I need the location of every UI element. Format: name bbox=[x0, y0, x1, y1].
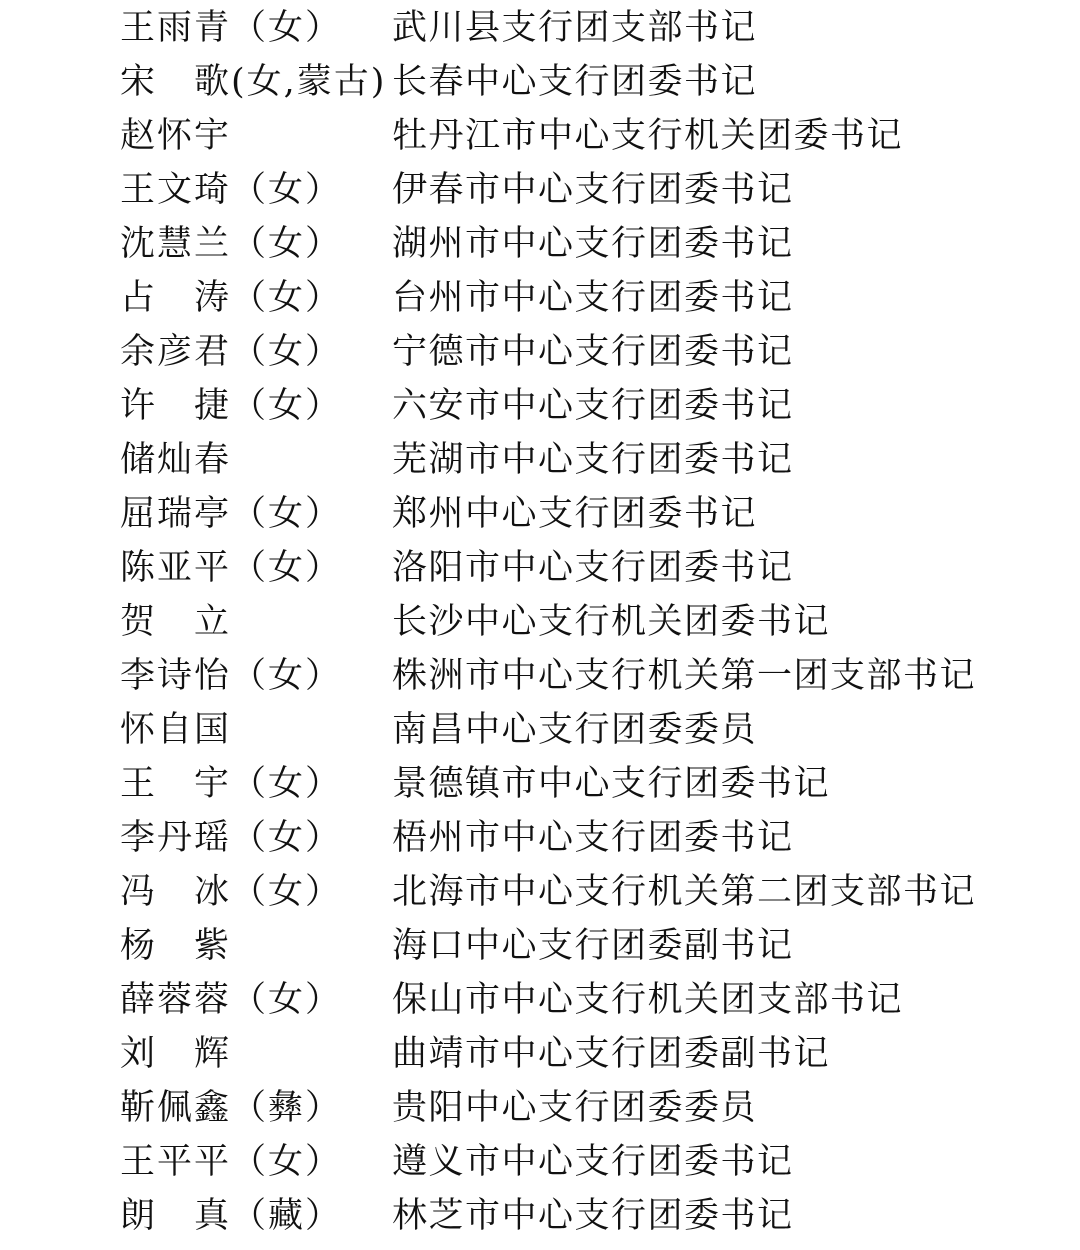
person-position: 芜湖市中心支行团委书记 bbox=[392, 440, 794, 480]
person-name: 陈亚平（女） bbox=[120, 548, 343, 588]
person-name: 余彦君（女） bbox=[120, 332, 343, 372]
person-position: 保山市中心支行机关团支部书记 bbox=[392, 980, 904, 1020]
person-position: 海口中心支行团委副书记 bbox=[392, 926, 794, 966]
person-name: 怀自国 bbox=[120, 710, 232, 750]
list-row bbox=[0, 162, 1080, 216]
list-row bbox=[0, 1134, 1080, 1188]
list-row bbox=[0, 648, 1080, 702]
person-position: 遵义市中心支行团委书记 bbox=[392, 1142, 794, 1182]
list-row bbox=[0, 1080, 1080, 1134]
person-position: 牡丹江市中心支行机关团委书记 bbox=[392, 116, 904, 156]
person-position: 长沙中心支行机关团委书记 bbox=[392, 602, 831, 642]
person-position: 景德镇市中心支行团委书记 bbox=[392, 764, 831, 804]
person-position: 梧州市中心支行团委书记 bbox=[392, 818, 794, 858]
person-position: 林芝市中心支行团委书记 bbox=[392, 1196, 794, 1236]
list-row bbox=[0, 216, 1080, 270]
list-row bbox=[0, 702, 1080, 756]
person-name: 储灿春 bbox=[120, 440, 232, 480]
list-row bbox=[0, 540, 1080, 594]
person-name: 王雨青（女） bbox=[120, 8, 343, 48]
list-row bbox=[0, 324, 1080, 378]
list-row bbox=[0, 1188, 1080, 1242]
person-position: 台州市中心支行团委书记 bbox=[392, 278, 794, 318]
list-row bbox=[0, 432, 1080, 486]
person-name: 屈瑞亭（女） bbox=[120, 494, 343, 534]
person-name: 王平平（女） bbox=[120, 1142, 343, 1182]
list-row bbox=[0, 270, 1080, 324]
person-name: 赵怀宇 bbox=[120, 116, 232, 156]
person-position: 北海市中心支行机关第二团支部书记 bbox=[392, 872, 977, 912]
person-name: 贺 立 bbox=[120, 602, 232, 642]
person-name: 冯 冰（女） bbox=[120, 872, 343, 912]
person-position: 株洲市中心支行机关第一团支部书记 bbox=[392, 656, 977, 696]
person-name: 许 捷（女） bbox=[120, 386, 343, 426]
person-position: 长春中心支行团委书记 bbox=[392, 62, 758, 102]
list-row bbox=[0, 108, 1080, 162]
person-name: 李丹瑶（女） bbox=[120, 818, 343, 858]
person-name: 李诗怡（女） bbox=[120, 656, 343, 696]
list-row bbox=[0, 810, 1080, 864]
list-row bbox=[0, 864, 1080, 918]
list-row bbox=[0, 918, 1080, 972]
person-name: 宋 歌(女,蒙古) bbox=[120, 62, 387, 102]
list-row bbox=[0, 54, 1080, 108]
list-row bbox=[0, 594, 1080, 648]
list-row bbox=[0, 1026, 1080, 1080]
person-name: 王文琦（女） bbox=[120, 170, 343, 210]
person-position: 湖州市中心支行团委书记 bbox=[392, 224, 794, 264]
person-name: 薛蓉蓉（女） bbox=[120, 980, 343, 1020]
list-row bbox=[0, 756, 1080, 810]
list-row bbox=[0, 972, 1080, 1026]
person-name: 朗 真（藏） bbox=[120, 1196, 343, 1236]
person-name: 靳佩鑫（彝） bbox=[120, 1088, 343, 1128]
person-position: 贵阳中心支行团委委员 bbox=[392, 1088, 758, 1128]
person-position: 六安市中心支行团委书记 bbox=[392, 386, 794, 426]
list-row bbox=[0, 0, 1080, 54]
person-name: 沈慧兰（女） bbox=[120, 224, 343, 264]
person-position: 宁德市中心支行团委书记 bbox=[392, 332, 794, 372]
person-position: 郑州中心支行团委书记 bbox=[392, 494, 758, 534]
person-name: 杨 紫 bbox=[120, 926, 232, 966]
list-row bbox=[0, 486, 1080, 540]
person-position: 曲靖市中心支行团委副书记 bbox=[392, 1034, 831, 1074]
person-name: 王 宇（女） bbox=[120, 764, 343, 804]
list-row bbox=[0, 378, 1080, 432]
person-position: 武川县支行团支部书记 bbox=[392, 8, 758, 48]
person-position: 洛阳市中心支行团委书记 bbox=[392, 548, 794, 588]
person-position: 伊春市中心支行团委书记 bbox=[392, 170, 794, 210]
person-name: 刘 辉 bbox=[120, 1034, 232, 1074]
person-position: 南昌中心支行团委委员 bbox=[392, 710, 758, 750]
person-name: 占 涛（女） bbox=[120, 278, 343, 318]
